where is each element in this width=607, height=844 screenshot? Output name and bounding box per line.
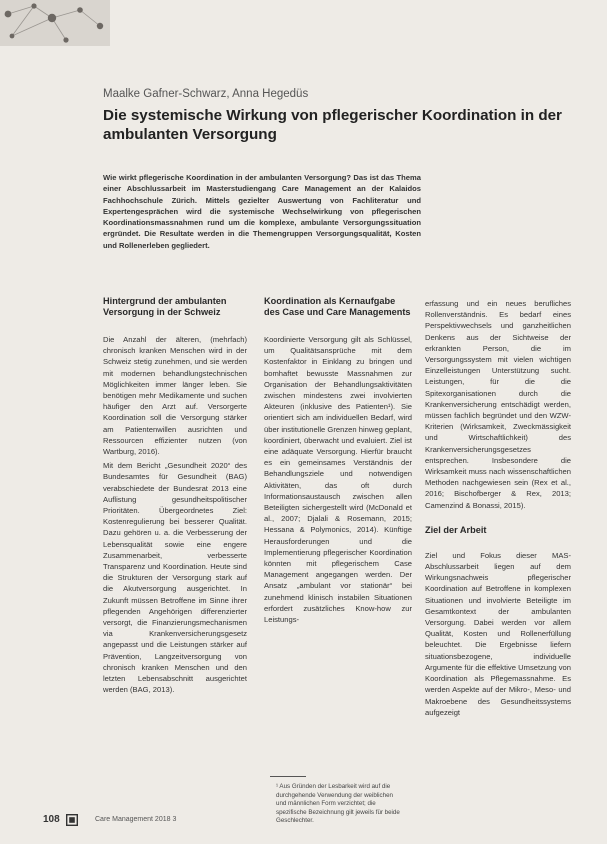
article-title: Die systemische Wirkung von pflegerischer Koordination in der ambulanten Versorgung: [103, 107, 562, 143]
journal-logo-icon: [66, 814, 78, 826]
article-abstract: Wie wirkt pflegerische Koordination in der ambulanten Versorgung? Das ist das Thema einer Abschlussarbeit im Masterstudiengang Care Management an der Kalaidos Fachhochschule Zürich. Mittels gezielter Auswertung von Fachliteratur und Expertengesprächen wird die systemische Wechselwirkung von pflegerischen Koordinationsmassnahmen rund um die komplexe, ambulante Versorgungssituation ergründet. Die Resultate werden in die Themengruppen Versorgungsqualität, Kosten und Rollenerleben gegliedert.: [103, 173, 421, 250]
column-2: [264, 296, 412, 628]
body-paragraph: Ziel und Fokus dieser MAS-Abschlussarbeit liegen auf dem Wirkungsnachweis pflegerischer Koordination auf Betroffene in komplexen Situationen und involvierte Beteiligte im Gesamtkontext der ambulanten Versorgung. Dabei werden vor allem Qualität, Kosten und Rollenerfüllung beleuchtet. Die Ergebnisse liefern situationsbezogene, individuelle Argumente für die effektive Umsetzung von Koordination als Pflegemassnahme. Es werden Aspekte auf der Mikro-, Meso- und Makroebene des Gesundheitssystems aufgezeigt: [425, 550, 571, 717]
body-paragraph: Mit dem Bericht „Gesundheit 2020“ des Bundesamtes für Gesundheit (BAG) verabschiedete der Bundesrat 2013 eine Auflistung gesundheitspolitischer Prioritäten. Übergeordnetes Ziel: Kostenregulierung bei besserer Qualität. Dazu gehören u. a. die Verbesserung der Lebensqualität sowie eine engere Zusammenarbeit, verbesserte Transparenz und Koordination. Heute sind die Strukturen der Versorgung stark auf die Akutversorgung ausgerichtet. In Zukunft müssen Betroffene im Sinne ihrer pflegenden Angehörigen differenzierter versorgt, die Finanzierungsmechanismen via Krankenversicherungsgesetz angepasst und die Leistungen stärker auf Prävention, Langzeitversorgung von chronisch kranken Menschen und den letzten Lebensabschnitt ausgerichtet werden (BAG, 2013).: [103, 461, 247, 695]
page-number: 108: [43, 814, 60, 825]
article-authors: Maalke Gafner-Schwarz, Anna Hegedüs: [103, 88, 309, 100]
body-paragraph: Die Anzahl der älteren, (mehrfach) chronisch kranken Menschen wird in der Schweiz stetig zunehmen, und sie werden mit modernen behandlungstechnischen Möglichkeiten immer länger leben. Sie benötigen mehr Medikamente und suchen häufiger den Arzt auf. Versorgerte Koordination soll die Versorgung stärker am Patientenwillen ausrichten und Ressourcen effizienter nutzen (von Wartburg, 2016).: [103, 335, 247, 457]
section-heading-goal: Ziel der Arbeit: [425, 524, 487, 535]
footnote-divider: [270, 776, 306, 777]
body-paragraph: Koordinierte Versorgung gilt als Schlüssel, um Qualitätsansprüche mit dem Kostenfaktor in Einklang zu bringen und bomhaftet bewusste Massnahmen zur Organisation der Behandlungsaktivitäten zwischen mindestens zwei involvierten Akteuren (inklusive des Patienten¹). Sie orientiert sich am individuellen Bedarf, wird über institutionelle Grenzen hinweg geplant, koordiniert, überwacht und evaluiert. Ziel ist eine adäquate Versorgung. Hierfür braucht es ein gemeinsames Verständnis der Behandlungsziele und notwendigen Aktivitäten, das oft durch Informationsaustausch zwischen allen Beteiligten sichergestellt wird (McDonald et al., 2007; Djalali & Rosemann, 2015; Hessana & Polymonics, 2014). Künftige Herausforderungen und die Implementierung pflegerischer Koordination könnten mit pflegerischem Case Management angegangen werden. Der Ansatz „ambulant vor stationär“ bei zunehmend klinisch instabilen Situationen erfordert zusätzliches Know-how zur Leistungs-: [264, 335, 412, 625]
section-heading-coordination: Koordination als Kernaufgabe des Case und Care Managements: [264, 296, 411, 317]
network-graphic: [0, 0, 110, 46]
column-1: [103, 296, 247, 699]
footnote: ¹ Aus Gründen der Lesbarkeit wird auf die durchgehende Verwendung der weiblichen und männlichen Form verzichtet; die spezifische Bezeichnung gilt jeweils für beide Geschlechter.: [276, 783, 400, 825]
page-footer: [43, 814, 283, 828]
section-heading-background: Hintergrund der ambulanten Versorgung in der Schweiz: [103, 296, 227, 317]
journal-name: Care Management 2018 3: [95, 816, 177, 823]
column-3: [425, 298, 571, 721]
body-paragraph: erfassung und ein neues berufliches Rollenverständnis. Es bedarf eines Perspektivwechsels und ganzheitlichen Denkens aus der Sichtweise der erkrankten Person, die im Versorgungssystem mit vielen wichtigen Einzelleistungen Unterstützung sucht. Leistungen, für die die Spitexorganisationen durch die Krankenversicherung entschädigt werden, müssen fachlich begründet und den WZW-Kriterien (Wirksamkeit, Zweckmässigkeit und Wirtschaftlichkeit) des Krankenversicherungsgesetzes entsprechen. Insbesondere die Wirksamkeit muss nach wissenschaftlichen Methoden nachgewiesen sein (Rex et al., 2016; Bischofberger & Rex, 2013; Camenzind & Bonassi, 2015).: [425, 299, 571, 510]
